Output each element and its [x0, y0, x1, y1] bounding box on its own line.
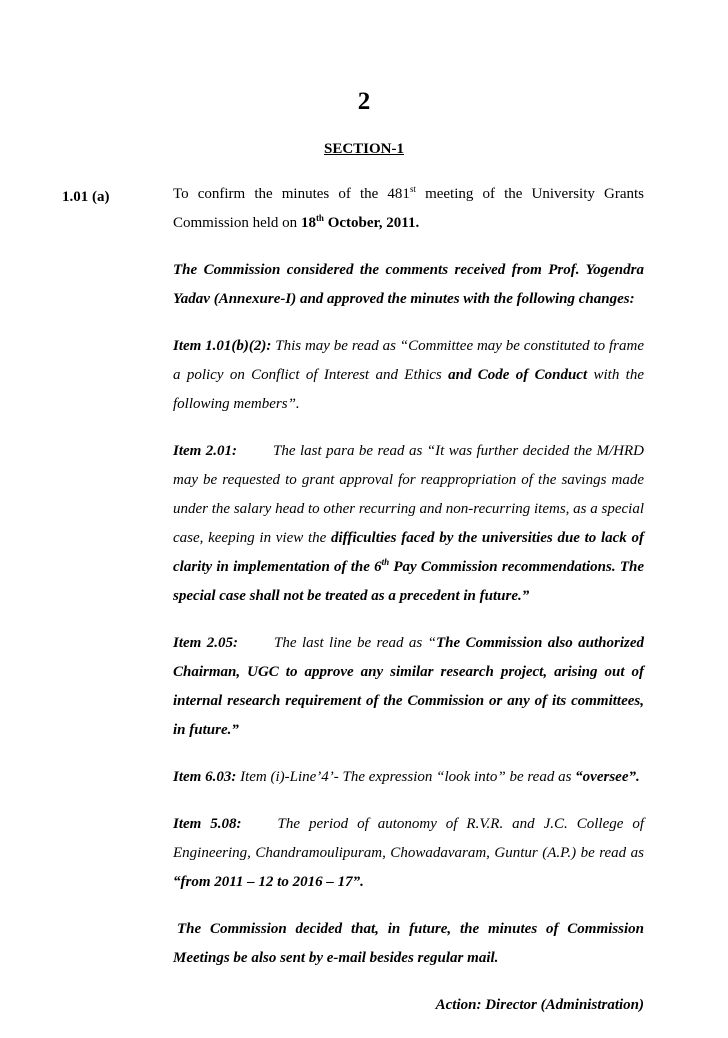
- item-2-05-paragraph: Item 2.05: The last line be read as “The Commission also authorized Chairman, UGC to approve any similar research project, arising out of internal research requirement of the Commission or any of its committees, in future.”: [173, 635, 645, 738]
- page-number: 2: [357, 88, 371, 115]
- decision-paragraph: The Commission decided that, in future, the minutes of Commission Meetings be also sent by e-mail besides regular mail.: [173, 921, 644, 966]
- action-line: Action: Director (Administration): [435, 997, 644, 1013]
- commission-considered-paragraph: The Commission considered the comments received from Prof. Yogendra Yadav (Annexure-I) and approved the minutes with the following changes:: [173, 262, 644, 307]
- section-title: SECTION-1: [323, 141, 405, 157]
- item-2-01-paragraph: Item 2.01: The last para be read as “It was further decided the M/HRD may be requested to grant approval for reappropriation of the savings made under the salary head to other recurring and non-recurring items, as a special case, keeping in view the difficulties faced by the universities due to lack of clarity in implementation of the 6th Pay Commission recommendations. The special case shall not be treated as a precedent in future.”: [173, 443, 645, 604]
- confirm-minutes-paragraph: To confirm the minutes of the 481st meeting of the University Grants Commission held on 18th October, 2011.: [173, 184, 644, 231]
- agenda-item-number: 1.01 (a): [62, 189, 110, 205]
- item-6-03-paragraph: Item 6.03: Item (i)-Line’4’- The expression “look into” be read as “oversee”.: [173, 769, 640, 785]
- item-1-01-paragraph: Item 1.01(b)(2): This may be read as “Committee may be constituted to frame a policy on Conflict of Interest and Ethics and Code of Conduct with the following members”.: [173, 338, 644, 412]
- agenda-item-body: [173, 180, 644, 1038]
- item-5-08-paragraph: Item 5.08: The period of autonomy of R.V.R. and J.C. College of Engineering, Chandramoulipuram, Chowadavaram, Guntur (A.P.) be read as “from 2011 – 12 to 2016 – 17”.: [173, 816, 644, 890]
